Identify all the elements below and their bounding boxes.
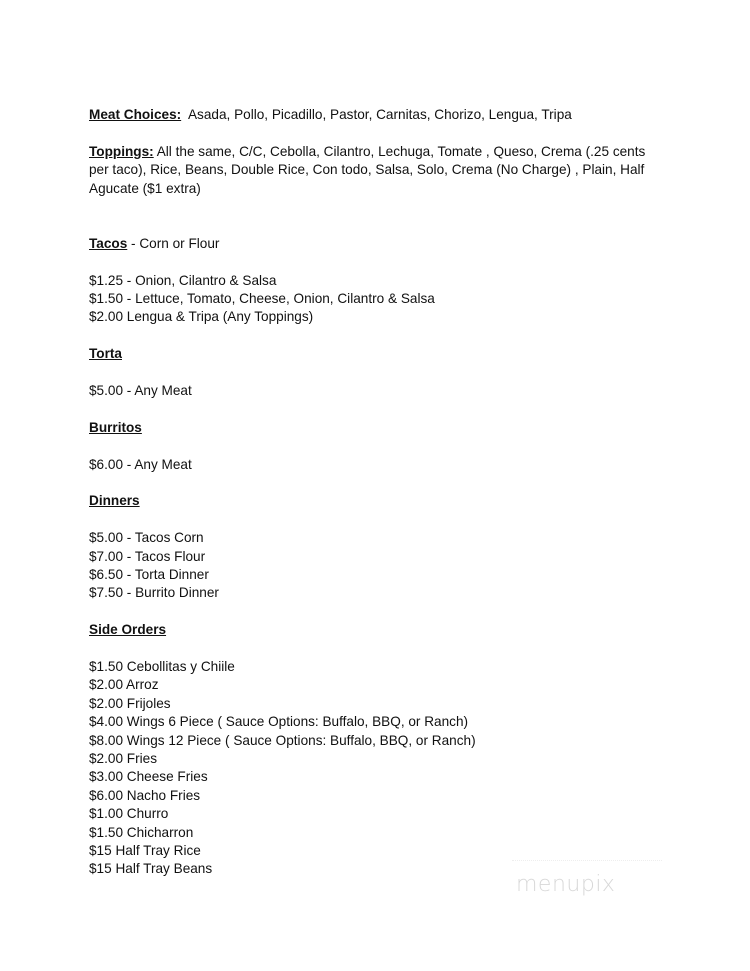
tacos-subtitle: - Corn or Flour [127,235,220,251]
menu-item: $6.00 - Any Meat [89,456,192,472]
tacos-heading: Tacos [89,235,128,251]
toppings [89,143,669,161]
menu-item: $6.50 - Torta Dinner [89,567,209,583]
side-orders-heading: Side Orders [89,622,167,638]
menu-item: $15 Half Tray Beans [89,861,213,877]
menu-item: $7.50 - Burrito Dinner [89,585,219,601]
meat-choices [89,106,669,124]
menu-item: $2.00 Arroz [89,677,159,693]
burritos-heading: Burritos [89,419,142,435]
menu-item: $4.00 Wings 6 Piece ( Sauce Options: Buffalo, BBQ, or Ranch) [89,714,469,730]
menu-item: $1.00 Churro [89,806,169,822]
menu-item: $8.00 Wings 12 Piece ( Sauce Options: Buffalo, BBQ, or Ranch) [89,732,476,748]
menu-item: $6.00 Nacho Fries [89,787,201,803]
menu-item: $3.00 Cheese Fries [89,769,208,785]
menu-item: $1.50 Cebollitas y Chiile [89,659,235,675]
toppings-text: per taco), Rice, Beans, Double Rice, Con todo, Salsa, Solo, Crema (No Charge) , Plain, Half [89,162,645,178]
menu-document [89,106,669,879]
menu-item: $2.00 Fries [89,751,158,767]
torta-heading: Torta [89,346,122,362]
meat-choices-heading: Meat Choices: [89,107,182,122]
menu-item: $15 Half Tray Rice [89,843,201,859]
meat-choices-text: Asada, Pollo, Picadillo, Pastor, Carnitas, Chorizo, Lengua, Tripa [187,107,572,122]
menu-item: $7.00 - Tacos Flour [89,548,206,564]
toppings-text: Agucate ($1 extra) [89,180,201,196]
watermark-logo: menupix [516,872,616,897]
toppings-heading: Toppings: [89,143,154,159]
menu-item: $2.00 Frijoles [89,695,171,711]
tacos-section [89,235,669,253]
menu-item: $5.00 - Tacos Corn [89,530,204,546]
menu-item: $1.50 Chicharron [89,824,194,840]
dinners-heading: Dinners [89,493,140,509]
menu-item: $2.00 Lengua & Tripa (Any Toppings) [89,309,314,325]
menu-item: $1.50 - Lettuce, Tomato, Cheese, Onion, Cilantro & Salsa [89,291,435,307]
menu-item: $1.25 - Onion, Cilantro & Salsa [89,272,277,288]
toppings-text: All the same, C/C, Cebolla, Cilantro, Lechuga, Tomate , Queso, Crema (.25 cents [156,143,646,159]
menu-item: $5.00 - Any Meat [89,383,192,399]
watermark-divider [512,860,662,861]
